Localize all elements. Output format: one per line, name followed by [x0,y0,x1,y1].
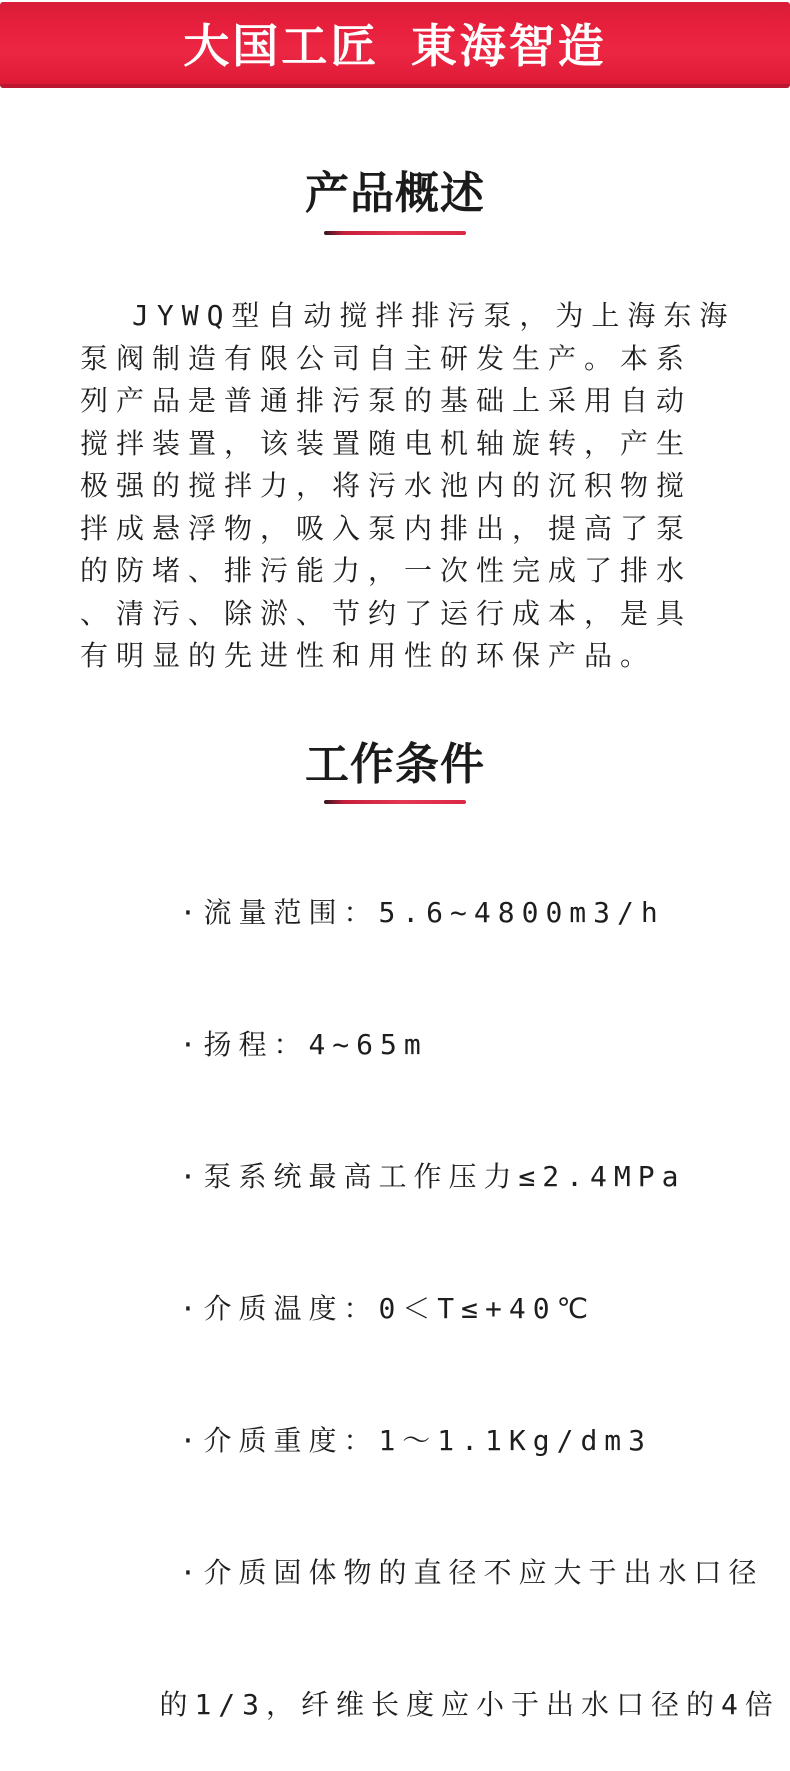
bullet-dot-icon: · [179,1027,197,1061]
condition-item [64,1375,744,1507]
paragraph-line: 、清污、除淤、节约了运行成本，是具 [80,596,693,630]
bullet-dot-icon: · [179,895,197,929]
condition-item [64,1111,744,1243]
paragraph-line: 拌成悬浮物，吸入泵内排出，提高了泵 [80,511,693,545]
condition-item [64,1243,744,1375]
paragraph-line: 列产品是普通排污泵的基础上采用自动 [80,384,693,417]
brand-banner [0,2,790,88]
condition-item-text: 扬程：4~65m [203,1027,428,1061]
condition-item [64,979,744,1111]
condition-item-text: 的1/3，纤维长度应小于出水口径的4倍 [159,1687,780,1721]
condition-item [64,847,744,979]
condition-item-text: 介质重度：1～1.1Kg/dm3 [203,1423,653,1457]
condition-item [64,1507,764,1639]
brand-banner-text: 大国工匠 東海智造 [183,20,607,72]
condition-item-text: 流量范围：5.6~4800m3/h [203,895,665,929]
working-conditions-title: 工作条件 [305,739,485,789]
condition-item-text: 介质固体物的直径不应大于出水口径 [203,1555,764,1589]
paragraph-line: 极强的搅拌力，将污水池内的沉积物搅 [80,469,693,502]
condition-item [64,1639,780,1771]
paragraph-line: 的防堵、排污能力，一次性完成了排水 [80,554,693,587]
paragraph-line: 泵阀制造有限公司自主研发生产。本系 [80,341,693,375]
red-divider [324,800,466,804]
bullet-dot-icon: · [179,1291,197,1325]
bullet-dot-icon: · [179,1423,197,1457]
condition-item-text: 泵系统最高工作压力≤2.4MPa [203,1159,686,1193]
paragraph-line: 有明显的先进性和用性的环保产品。 [80,639,657,672]
section-working-conditions [0,739,790,1771]
product-overview-title: 产品概述 [305,169,485,218]
paragraph-line: 搅拌装置，该装置随电机轴旋转，产生 [80,426,693,460]
bullet-dot-icon: · [179,1555,197,1589]
red-divider [324,231,466,235]
condition-item-text: 介质温度：0＜T≤+40℃ [203,1291,596,1325]
bullet-dot-icon: · [179,1159,197,1193]
section-product-overview [0,168,790,678]
overview-paragraph [80,295,736,678]
conditions-list [64,847,780,1771]
paragraph-line: JYWQ型自动搅拌排污泵，为上海东海 [132,299,736,332]
